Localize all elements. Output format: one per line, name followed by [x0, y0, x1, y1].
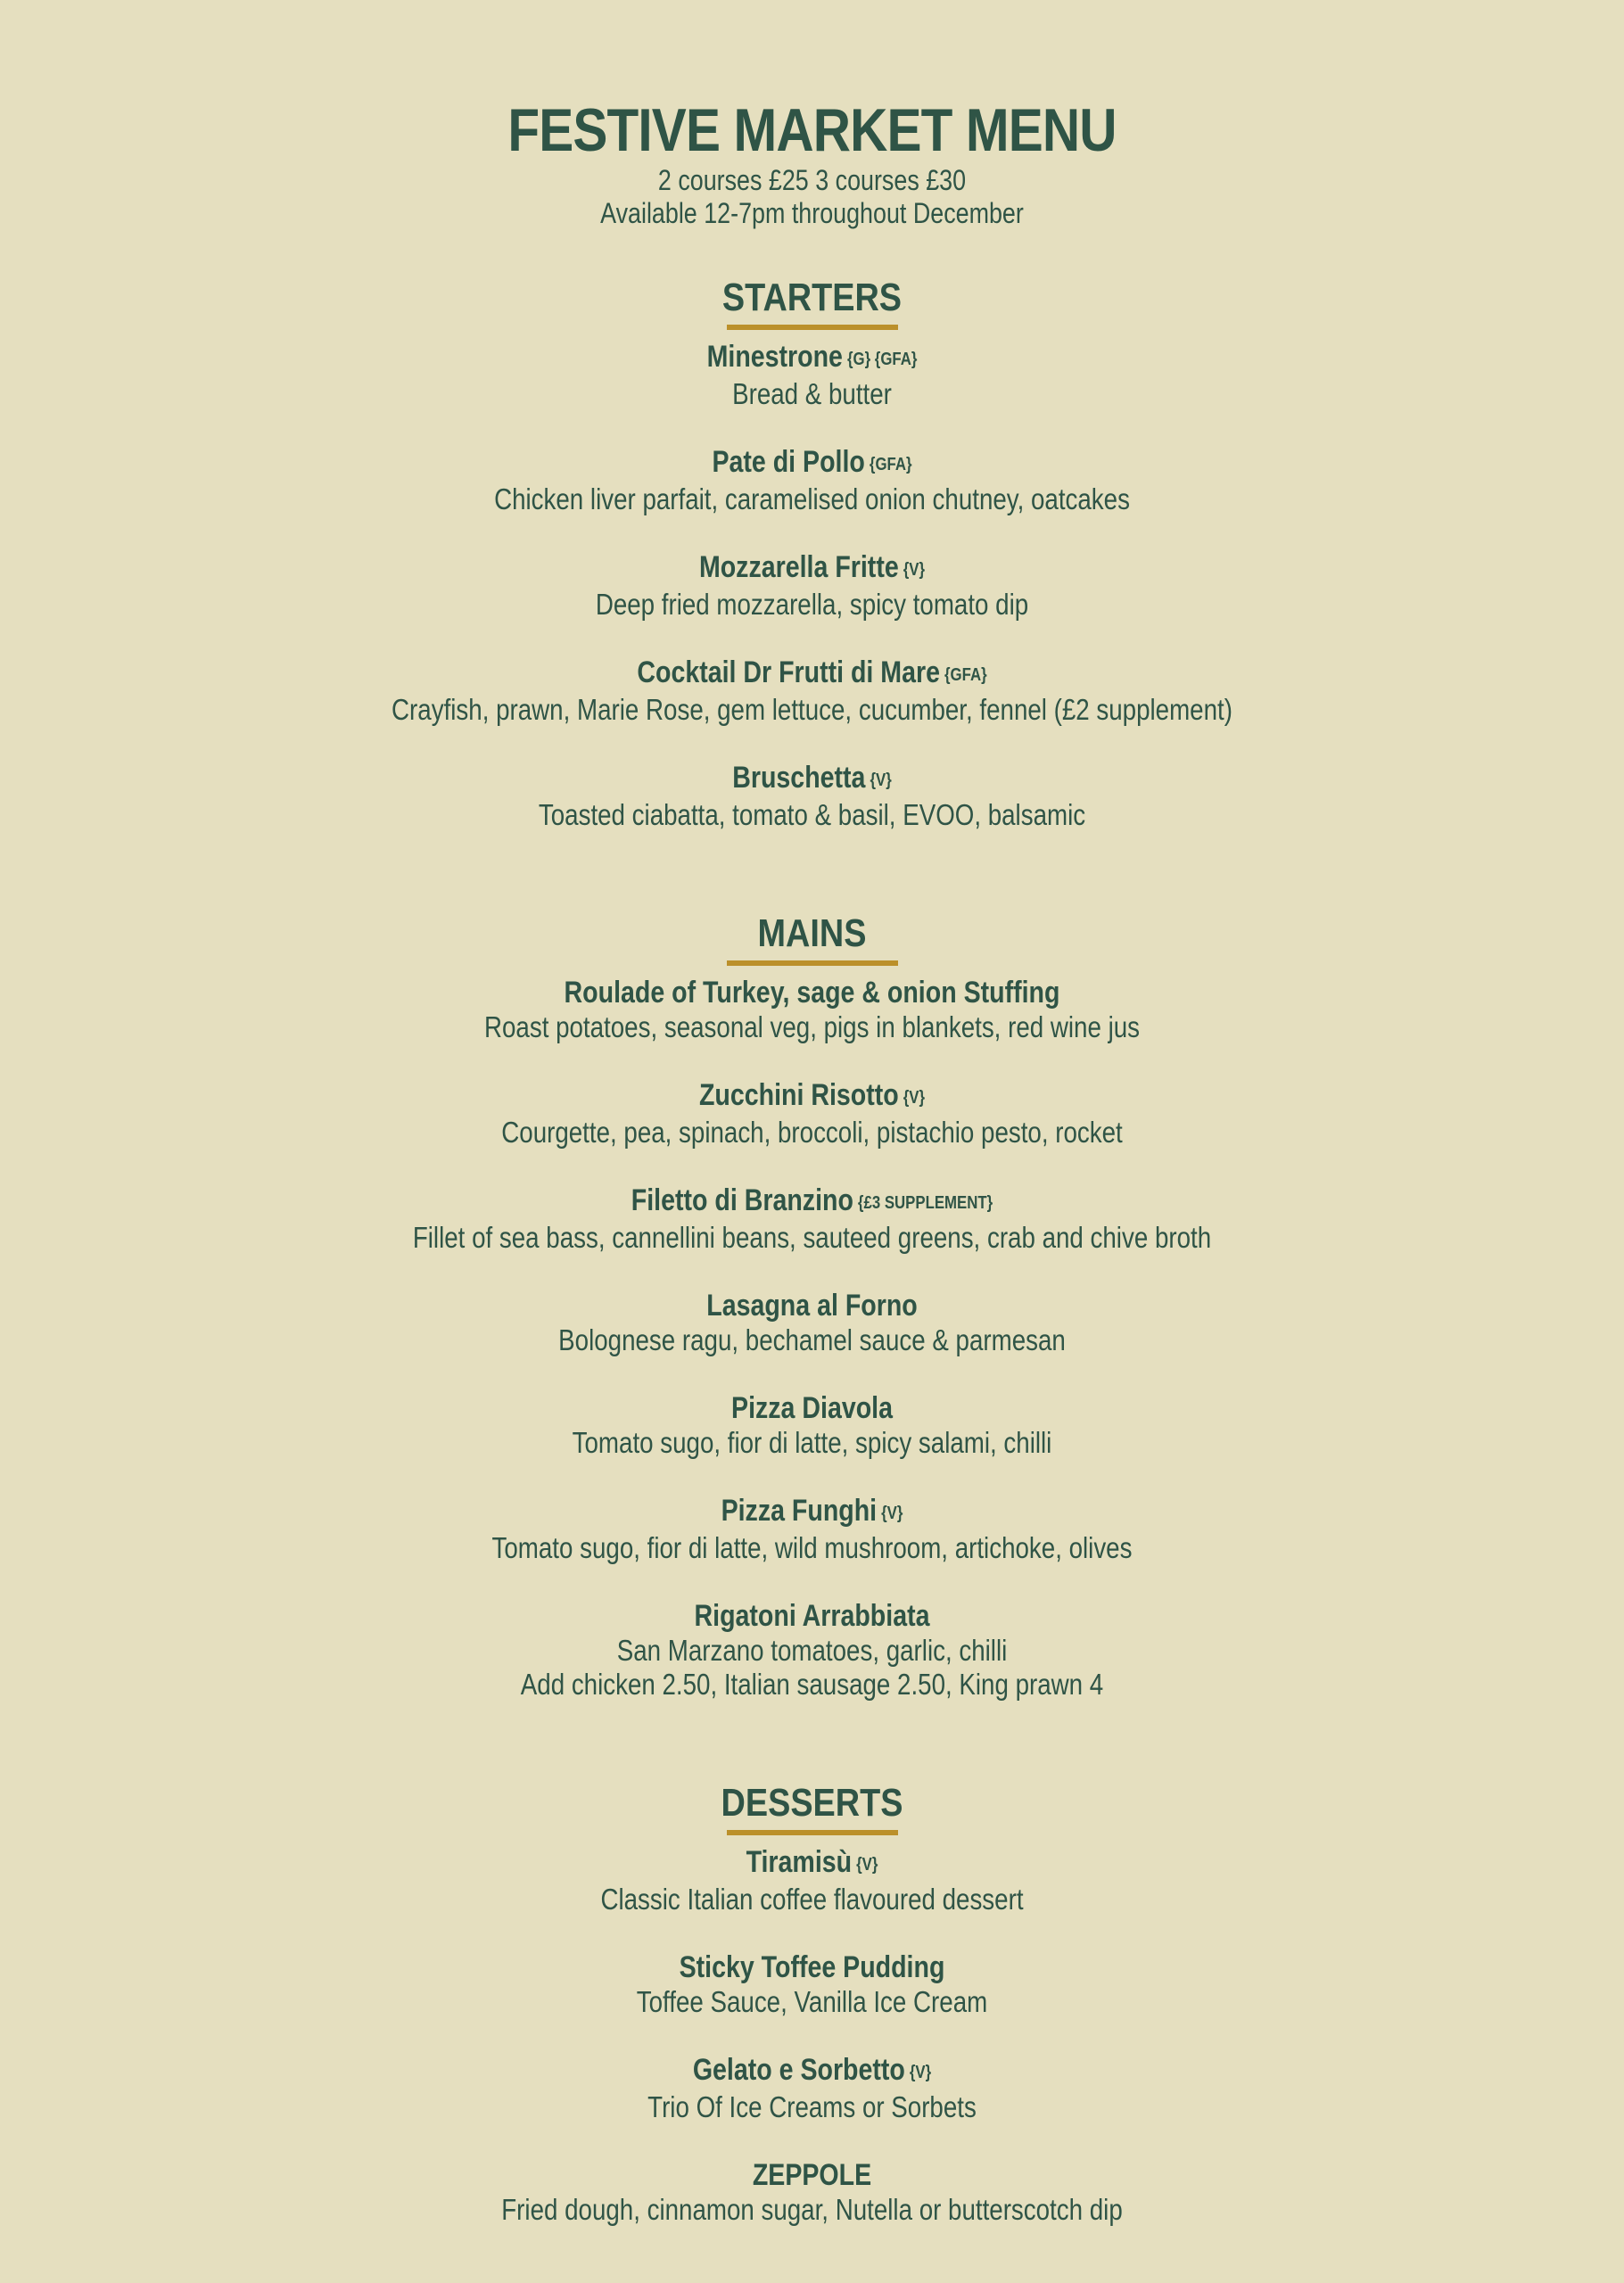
menu-item-name: Sticky Toffee Pudding [679, 1950, 945, 1984]
menu-item [0, 760, 1624, 832]
section-starters [0, 276, 1624, 832]
menu-item-description: Classic Italian coffee flavoured dessert [600, 1883, 1024, 1916]
menu-item [0, 1390, 1624, 1460]
menu-item [0, 2052, 1624, 2124]
availability-line: Available 12-7pm throughout December [600, 197, 1024, 229]
dietary-tag: {£3 SUPPLEMENT} [857, 1193, 993, 1213]
menu-item [0, 1077, 1624, 1150]
menu-item [0, 1598, 1624, 1702]
dietary-tag: {GFA} [944, 665, 987, 685]
menu-item-description: Bread & butter [732, 377, 892, 410]
menu-item-title-line [130, 655, 1495, 693]
menu-item-name: Mozzarella Fritte [698, 550, 899, 584]
dietary-tag: {V} [856, 1855, 878, 1875]
menu-item-title-line [130, 1598, 1495, 1634]
section-heading: MAINS [757, 911, 867, 955]
menu-item-name: Pizza Funghi [721, 1494, 878, 1528]
menu-item-name: Minestrone [706, 340, 843, 374]
menu-item-title-line [130, 339, 1495, 377]
menu-item-description: Crayfish, prawn, Marie Rose, gem lettuce, cucumber, fennel (£2 supplement) [392, 693, 1232, 726]
menu-item [0, 975, 1624, 1044]
menu-sections [0, 276, 1624, 2227]
menu-item-title-line [130, 975, 1495, 1010]
dietary-tag: {GFA} [869, 455, 912, 474]
dietary-tag: {V} [881, 1504, 903, 1523]
menu-item [0, 1183, 1624, 1255]
menu-item-description: Courgette, pea, spinach, broccoli, pistachio pesto, rocket [501, 1116, 1123, 1149]
menu-item-description: Tomato sugo, fior di latte, wild mushroom, artichoke, olives [491, 1531, 1133, 1564]
menu-item-description: Toasted ciabatta, tomato & basil, EVOO, balsamic [538, 798, 1086, 831]
dietary-tag: {V} [870, 771, 892, 790]
menu-item-title-line [130, 1288, 1495, 1323]
menu-item-description: Tomato sugo, fior di latte, spicy salami, chilli [572, 1426, 1052, 1459]
menu-item [0, 549, 1624, 622]
menu-item-title-line [130, 2052, 1495, 2090]
menu-item-description: Add chicken 2.50, Italian sausage 2.50, King prawn 4 [520, 1668, 1104, 1701]
menu-item-title-line [130, 444, 1495, 482]
menu-item-title-line [130, 549, 1495, 588]
menu-item-name: Rigatoni Arrabbiata [694, 1599, 930, 1633]
menu-item-name: Pate di Pollo [712, 445, 865, 479]
menu-item-name: Gelato e Sorbetto [692, 2053, 905, 2087]
section-desserts [0, 1782, 1624, 2227]
dietary-tag: {V} [903, 1088, 926, 1108]
menu-item [0, 2157, 1624, 2227]
menu-item-title-line [130, 1949, 1495, 1985]
menu-item [0, 1493, 1624, 1565]
menu-item-description: Chicken liver parfait, caramelised onion chutney, oatcakes [494, 482, 1130, 515]
menu-item-name: Bruschetta [732, 761, 866, 795]
section-divider [727, 1830, 898, 1835]
menu-item-name: Filetto di Branzino [631, 1183, 853, 1217]
menu-item-title-line [130, 1183, 1495, 1221]
menu-item [0, 444, 1624, 516]
menu-item-description: Toffee Sauce, Vanilla Ice Cream [636, 1985, 988, 2018]
menu-item [0, 1844, 1624, 1916]
menu-item-description: Trio Of Ice Creams or Sorbets [647, 2090, 977, 2123]
section-heading: DESSERTS [721, 1781, 903, 1825]
menu-item-description: Bolognese ragu, bechamel sauce & parmesan [558, 1323, 1066, 1356]
menu-item-name: Lasagna al Forno [706, 1289, 918, 1323]
menu-item-title-line [130, 760, 1495, 798]
menu-item-description: Deep fried mozzarella, spicy tomato dip [595, 588, 1029, 621]
menu-item-title-line [130, 1390, 1495, 1426]
dietary-tag: {V} [903, 560, 926, 580]
menu-item-name: Roulade of Turkey, sage & onion Stuffing [564, 976, 1060, 1010]
section-divider [727, 960, 898, 966]
menu-item-title-line [130, 2157, 1495, 2193]
menu-item [0, 1949, 1624, 2019]
menu-item-name: Pizza Diavola [731, 1391, 893, 1425]
menu-item-title-line [130, 1844, 1495, 1883]
menu-item-title-line [130, 1077, 1495, 1116]
menu-item-name: Cocktail Dr Frutti di Mare [637, 655, 940, 689]
menu-item-name: Zucchini Risotto [698, 1078, 899, 1112]
menu-item-description: San Marzano tomatoes, garlic, chilli [616, 1634, 1008, 1667]
dietary-tag: {G} {GFA} [846, 350, 918, 369]
menu-item-name: Tiramisù [746, 1845, 853, 1879]
menu-item [0, 655, 1624, 727]
menu-item-description: Roast potatoes, seasonal veg, pigs in blankets, red wine jus [483, 1010, 1140, 1043]
menu-item [0, 1288, 1624, 1357]
menu-header [0, 96, 1624, 230]
section-mains [0, 912, 1624, 1702]
menu-item-description: Fried dough, cinnamon sugar, Nutella or butterscotch dip [501, 2193, 1123, 2226]
pricing-line: 2 courses £25 3 courses £30 [657, 164, 967, 196]
menu-item-title-line [130, 1493, 1495, 1531]
section-heading: STARTERS [721, 276, 903, 319]
menu-item-name: ZEPPOLE [752, 2158, 872, 2192]
dietary-tag: {V} [909, 2063, 932, 2082]
page-title: FESTIVE MARKET MENU [507, 96, 1117, 164]
menu-item [0, 339, 1624, 411]
menu-item-description: Fillet of sea bass, cannellini beans, sauteed greens, crab and chive broth [412, 1221, 1212, 1254]
section-divider [727, 325, 898, 330]
